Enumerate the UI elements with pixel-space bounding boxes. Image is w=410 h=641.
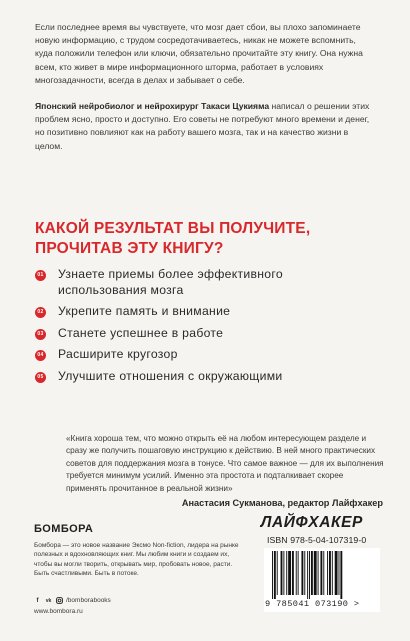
benefit-label: Улучшите отношения с окружающими [58, 368, 283, 383]
result-question-heading: КАКОЙ РЕЗУЛЬТАТ ВЫ ПОЛУЧИТЕ, ПРОЧИТАВ ЭТУ КНИГУ? [35, 220, 311, 257]
bullet-icon: 05 [35, 372, 46, 383]
facebook-icon: f [36, 597, 39, 604]
barcode [264, 548, 380, 612]
intro-paragraph-1: Если последнее время вы чувствуете, что мозг дает сбои, вы плохо запоминаете новую информацию, с трудом сосредотачиваетесь, никак не можете вспомнить, куда положили телефон или ключи, обязательно прочитайте эту книгу. Она нужна всем, кто живет в мире информационного шторма, работает в условиях многозадачности, всегда в делах и забывает о себе. [35, 22, 363, 85]
website-link: www.bombora.ru [34, 608, 83, 615]
benefit-label: Укрепите память и внимание [58, 304, 231, 318]
lifehacker-logo: ЛАЙФХАКЕР [260, 514, 363, 531]
benefit-item [35, 369, 380, 385]
intro-paragraph-2-rest: написал о решении этих проблем ясно, просто и доступно. Его советы не потребуют много времени и денег, но позитивно повлияют как на работу вашего мозга, так и на качество жизни в целом. [35, 101, 370, 151]
review-quote: «Книга хороша тем, что можно открыть её на любом интересующем разделе и сразу же получить пошаговую инструкцию к действию. В ней много практических советов для поддержания мозга в тонусе. Что самое важное — для их выполнения требуется минимум усилий. Именно эта простота и подталкивает скорее применять прочитанное в реальной жизни» [66, 434, 384, 493]
barcode-bars [272, 551, 372, 599]
intro-paragraph-2 [35, 100, 375, 153]
vk-icon: vk [45, 597, 52, 604]
benefit-label: Расширите кругозор [58, 347, 178, 361]
bullet-icon: 02 [35, 307, 46, 318]
publisher-description: Бомбора — это новое название Эксмо Non-fiction, лидера на рынке полезных и вдохновляющих книг. Мы любим книги и создаем их, чтобы вы могли творить, открывать мир, пробовать новое, расти. Быть счастливыми. Быть в потоке. [34, 542, 239, 577]
benefit-item [35, 347, 380, 363]
benefit-item [35, 326, 380, 342]
benefit-item [35, 304, 380, 320]
benefit-item [35, 267, 380, 298]
intro-text [35, 21, 375, 153]
benefit-label: Станете успешнее в работе [58, 325, 224, 340]
bullet-icon: 04 [35, 350, 46, 361]
benefits-list [35, 267, 380, 384]
instagram-icon [56, 597, 63, 604]
author-name: Японский нейробиолог и нейрохирург Такаси Цукияма [35, 101, 270, 112]
bullet-icon: 01 [35, 270, 46, 281]
social-handle: /bomborabooks [66, 597, 111, 604]
social-links [34, 597, 111, 604]
bombora-logo: БОМБОРА [34, 523, 94, 535]
quote-author: Анастасия Сукманова, редактор Лайфхакер [181, 498, 383, 508]
benefit-label: Узнаете приемы более эффективного использования мозга [58, 267, 283, 297]
bullet-icon: 03 [35, 329, 46, 340]
isbn-number: ISBN 978-5-04-107319-0 [267, 535, 367, 545]
barcode-digits: 9 785041 073190 > [265, 599, 360, 609]
